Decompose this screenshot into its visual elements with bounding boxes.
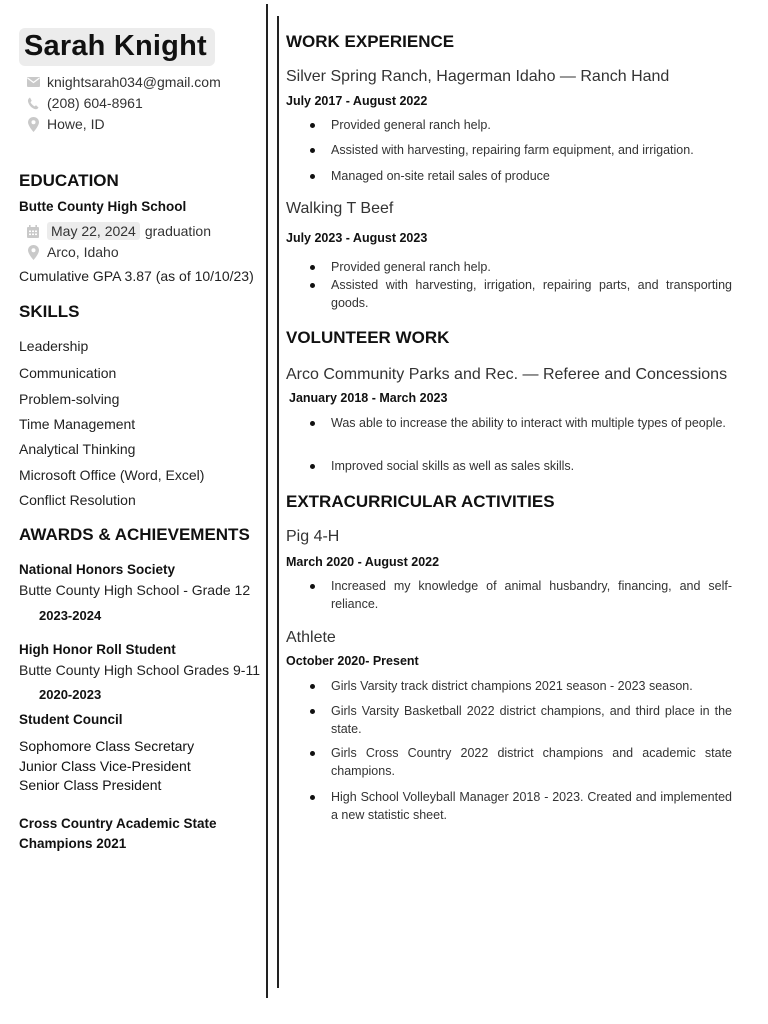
skill-item: Conflict Resolution: [19, 492, 136, 508]
school-name: Butte County High School: [19, 199, 187, 214]
job-title: Walking T Beef: [286, 200, 394, 217]
volunteer-heading: VOLUNTEER WORK: [286, 328, 450, 347]
activity-date: March 2020 - August 2022: [286, 555, 440, 569]
candidate-name: Sarah Knight: [19, 28, 215, 66]
skills-heading: SKILLS: [19, 302, 80, 321]
bullet-icon: [310, 174, 315, 179]
skill-item: Time Management: [19, 416, 136, 432]
bullet-icon: [310, 584, 315, 589]
activity-date: October 2020- Present: [286, 654, 419, 668]
job-title: Silver Spring Ranch, Hagerman Idaho — Ranch Hand: [286, 68, 670, 85]
bullet-icon: [310, 464, 315, 469]
bullet-item: Assisted with harvesting, repairing farm equipment, and irrigation.: [306, 141, 732, 159]
skill-item: Communication: [19, 365, 117, 381]
bullet-icon: [310, 684, 315, 689]
award-date: 2023-2024: [39, 608, 102, 623]
graduation-date: [19, 222, 211, 240]
bullet-item: Provided general ranch help.: [306, 116, 732, 134]
award-detail: Butte County High School - Grade 12: [19, 582, 251, 598]
contact-email: [19, 74, 221, 90]
mail-icon: [19, 77, 47, 87]
column-divider: [266, 4, 268, 998]
bullet-item: Assisted with harvesting, irrigation, repairing parts, and transporting goods.: [306, 276, 732, 312]
school-location: [19, 244, 119, 260]
award-title: High Honor Roll Student: [19, 642, 176, 657]
gpa-text: Cumulative GPA 3.87 (as of 10/10/23): [19, 268, 254, 284]
bullet-item: Managed on-site retail sales of produce: [306, 167, 732, 185]
contact-phone: [19, 95, 143, 111]
school-location-text: Arco, Idaho: [47, 244, 119, 260]
award-date: 2020-2023: [39, 687, 102, 702]
location-text: Howe, ID: [47, 116, 105, 132]
column-divider: [277, 16, 279, 988]
bullet-icon: [310, 283, 315, 288]
job-date: July 2023 - August 2023: [286, 231, 428, 245]
awards-heading: AWARDS & ACHIEVEMENTS: [19, 525, 250, 544]
phone-icon: [19, 97, 47, 110]
location-pin-icon: [19, 117, 47, 132]
activity-title: Pig 4-H: [286, 528, 340, 545]
bullet-icon: [310, 421, 315, 426]
volunteer-title: Arco Community Parks and Rec. — Referee and Concessions: [286, 366, 728, 383]
bullet-item: Was able to increase the ability to interact with multiple types of people.: [306, 414, 732, 432]
graduation-date-chip: May 22, 2024: [47, 222, 140, 240]
bullet-item: Provided general ranch help.: [306, 258, 732, 276]
bullet-item: High School Volleyball Manager 2018 - 2023. Created and implemented a new statistic sheet.: [306, 788, 732, 824]
award-title: National Honors Society: [19, 562, 176, 577]
skill-item: Leadership: [19, 338, 89, 354]
location-pin-icon: [19, 245, 47, 260]
council-role: Junior Class Vice-President: [19, 758, 191, 774]
skill-item: Analytical Thinking: [19, 441, 136, 457]
bullet-item: Girls Varsity track district champions 2021 season - 2023 season.: [306, 677, 732, 695]
award-title: Student Council: [19, 712, 123, 727]
bullet-item: Increased my knowledge of animal husbandry, financing, and self-reliance.: [306, 577, 732, 613]
bullet-icon: [310, 709, 315, 714]
extracurricular-heading: EXTRACURRICULAR ACTIVITIES: [286, 492, 555, 511]
graduation-label: graduation: [144, 223, 212, 239]
email-text: knightsarah034@gmail.com: [47, 74, 221, 90]
work-heading: WORK EXPERIENCE: [286, 32, 455, 51]
council-role: Sophomore Class Secretary: [19, 738, 195, 754]
bullet-item: Girls Varsity Basketball 2022 district champions, and third place in the state.: [306, 702, 732, 738]
job-date: July 2017 - August 2022: [286, 94, 428, 108]
council-role: Senior Class President: [19, 777, 162, 793]
volunteer-date: January 2018 - March 2023: [289, 391, 448, 405]
bullet-icon: [310, 148, 315, 153]
bullet-item: Improved social skills as well as sales skills.: [306, 457, 732, 475]
bullet-icon: [310, 751, 315, 756]
award-title: Cross Country Academic State: [19, 816, 217, 831]
award-detail: Butte County High School Grades 9-11: [19, 662, 260, 678]
bullet-icon: [310, 265, 315, 270]
calendar-icon: [19, 225, 47, 238]
bullet-icon: [310, 795, 315, 800]
activity-title: Athlete: [286, 629, 336, 646]
phone-text: (208) 604-8961: [47, 95, 143, 111]
bullet-item: Girls Cross Country 2022 district champions and academic state champions.: [306, 744, 732, 780]
skill-item: Microsoft Office (Word, Excel): [19, 467, 205, 483]
skill-item: Problem-solving: [19, 391, 120, 407]
bullet-icon: [310, 123, 315, 128]
education-heading: EDUCATION: [19, 171, 119, 190]
contact-location: [19, 116, 105, 132]
award-title: Champions 2021: [19, 836, 127, 851]
